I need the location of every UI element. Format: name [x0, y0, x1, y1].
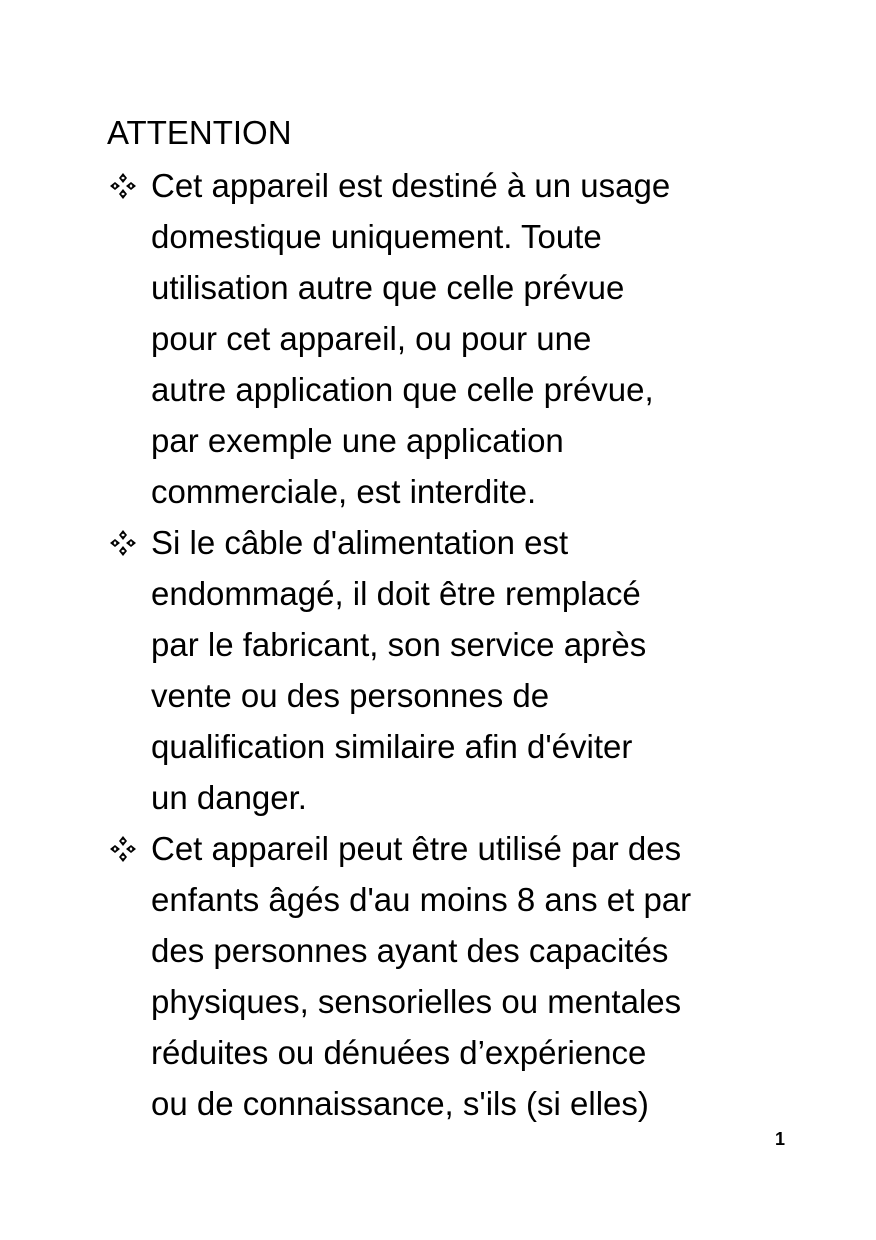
warning-text-line: domestique uniquement. Toute: [151, 218, 602, 255]
warning-text-line: un danger.: [151, 779, 307, 816]
warning-text-line: Si le câble d'alimentation est: [151, 524, 569, 561]
warning-text-line: endommagé, il doit être remplacé: [151, 575, 641, 612]
warning-text-line: par exemple une application: [151, 422, 564, 459]
warning-text-line: vente ou des personnes de: [151, 677, 550, 714]
warning-text-line: ou de connaissance, s'ils (si elles): [151, 1085, 649, 1122]
warning-text-line: commerciale, est interdite.: [151, 473, 537, 510]
four-diamond-ornament-icon: [109, 160, 141, 211]
warning-text-line: pour cet appareil, ou pour une: [151, 320, 592, 357]
warning-text-line: qualification similaire afin d'éviter: [151, 728, 633, 765]
warning-text-line: utilisation autre que celle prévue: [151, 269, 625, 306]
page-number: 1: [775, 1129, 786, 1149]
warning-text-line: enfants âgés d'au moins 8 ans et par: [151, 881, 692, 918]
four-diamond-ornament-icon: [109, 823, 141, 874]
warning-item: [107, 517, 797, 823]
warning-text-line: autre application que celle prévue,: [151, 371, 654, 408]
warning-text-line: physiques, sensorielles ou mentales: [151, 983, 682, 1020]
warning-item: [107, 160, 797, 517]
four-diamond-ornament-icon: [109, 517, 141, 568]
warning-text-line: des personnes ayant des capacités: [151, 932, 669, 969]
warning-list: [107, 160, 797, 1129]
warning-text-line: par le fabricant, son service après: [151, 626, 647, 663]
warning-text-line: Cet appareil peut être utilisé par des: [151, 830, 682, 867]
warning-item: [107, 823, 797, 1129]
section-heading: ATTENTION: [107, 114, 292, 151]
warning-text-line: Cet appareil est destiné à un usage: [151, 167, 671, 204]
warning-text-line: réduites ou dénuées d’expérience: [151, 1034, 647, 1071]
